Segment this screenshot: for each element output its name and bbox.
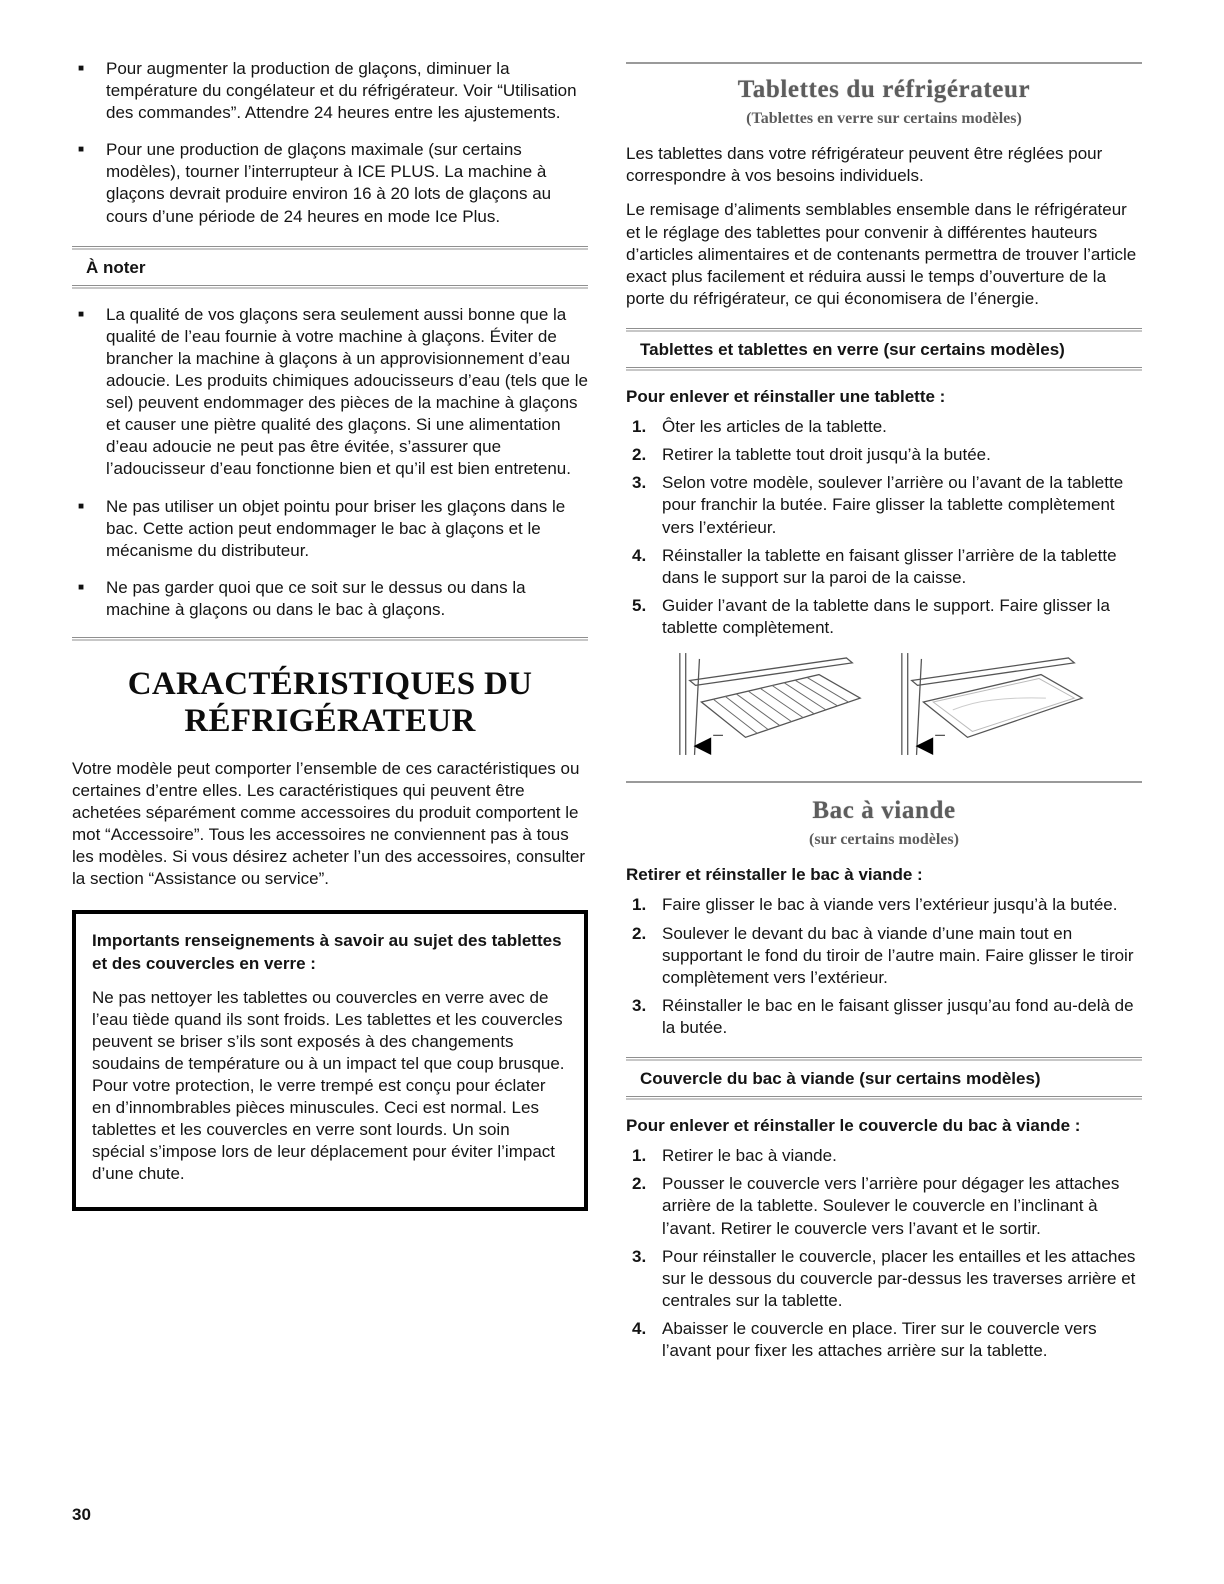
step-number: 1. xyxy=(632,895,647,915)
warning-body: Ne pas nettoyer les tablettes ou couvercles en verre avec de l’eau tiède quand ils sont froids. Les tablettes et les couvercles peuvent se briser s’ils sont exposés à des changements soudains de température ou à un impact tel que coup brusque. Pour votre protection, le verre trempé est conçu pour éclater en d’innombrables pièces minuscules. Ceci est normal. Les tablettes et les couvercles en verre sont lourds. Un soin spécial s’impose lors de leur déplacement pour éviter l’impact d’une chute. xyxy=(92,987,565,1184)
arrow-icon xyxy=(694,737,712,755)
shelf-illustrations xyxy=(672,651,1142,763)
section-band-shelves xyxy=(626,328,1142,372)
bullet-text: Ne pas utiliser un objet pointu pour briser les glaçons dans le bac. Cette action peut endommager le bac à glaçons et le mécanisme du distributeur. xyxy=(106,496,566,560)
bullet-text: Ne pas garder quoi que ce soit sur le dessus ou dans la machine à glaçons ou dans le bac à glaçons. xyxy=(106,577,526,619)
procedure-title: Pour enlever et réinstaller une tablette : xyxy=(626,387,946,407)
step-number: 3. xyxy=(632,995,647,1015)
numbered-step xyxy=(632,1145,1142,1167)
numbered-step xyxy=(632,545,1142,589)
bullet-square-icon: ■ xyxy=(78,63,85,74)
numbered-step xyxy=(632,416,1142,438)
section-title: Couvercle du bac à viande (sur certains modèles) xyxy=(640,1069,1041,1089)
list-item xyxy=(78,58,588,124)
shelves-section-title: Tablettes du réfrigérateur xyxy=(737,76,1031,103)
shelves-section-subtitle: (Tablettes en verre sur certains modèles) xyxy=(746,109,1022,127)
right-column xyxy=(626,58,1142,1368)
meat-pan-section-subtitle: (sur certains modèles) xyxy=(809,830,959,848)
section-rule xyxy=(626,367,1142,372)
step-number: 2. xyxy=(632,445,647,465)
bullet-square-icon: ■ xyxy=(78,500,85,512)
step-text: Ôter les articles de la tablette. xyxy=(662,417,887,437)
numbered-step xyxy=(632,444,1142,466)
step-text: Guider l’avant de la tablette dans le support. Faire glisser la tablette complètement. xyxy=(662,595,1110,637)
bullet-text: Pour augmenter la production de glaçons, diminuer la température du congélateur et du réfrigérateur. Voir “Utilisation des commandes”. Attendre 24 heures entre les ajustements. xyxy=(106,59,577,123)
step-number: 2. xyxy=(632,923,647,943)
step-text: Selon votre modèle, soulever l’arrière ou l’avant de la tablette pour franchir la butée. Faire glisser la tablette complètement vers l’extérieur. xyxy=(662,473,1124,537)
numbered-step xyxy=(632,1173,1142,1239)
step-text: Retirer la tablette tout droit jusqu’à la butée. xyxy=(662,445,991,465)
list-item xyxy=(78,577,588,621)
page-title: CARACTÉRISTIQUES DU RÉFRIGÉRATEUR xyxy=(127,665,533,739)
numbered-step xyxy=(632,995,1142,1039)
step-text: Retirer le bac à viande. xyxy=(662,1146,837,1166)
procedure-title: Pour enlever et réinstaller le couvercle du bac à viande : xyxy=(626,1116,1081,1136)
procedure-title: Retirer et réinstaller le bac à viande : xyxy=(626,865,923,885)
step-text: Pousser le couvercle vers l’arrière pour dégager les attaches arrière de la tablette. Soulever le couvercle en l’inclinant à l’avant. Retirer le couvercle vers l’avant et le sortir. xyxy=(662,1174,1120,1238)
glass-shelf-illustration xyxy=(894,651,1090,763)
step-text: Réinstaller le bac en le faisant glisser jusqu’au fond au-delà de la butée. xyxy=(662,995,1134,1037)
section-rule xyxy=(72,637,588,642)
wire-shelf-illustration xyxy=(672,651,868,763)
step-number: 2. xyxy=(632,1174,647,1194)
numbered-step xyxy=(632,923,1142,989)
step-number: 1. xyxy=(632,1146,647,1166)
shelves-paragraph: Les tablettes dans votre réfrigérateur peuvent être réglées pour correspondre à vos besoins individuels. xyxy=(626,144,1103,186)
bullet-square-icon: ■ xyxy=(78,581,85,593)
step-number: 3. xyxy=(632,473,647,493)
meat-pan-section-title: Bac à viande xyxy=(812,797,956,825)
step-text: Soulever le devant du bac à viande d’une main tout en supportant le fond du tiroir de l’autre main. Faire glisser le tiroir complètement vers l’extérieur. xyxy=(662,923,1134,987)
shelves-paragraph: Le remisage d’aliments semblables ensemble dans le réfrigérateur et le réglage des tablettes pour convenir à différentes hauteurs d’articles alimentaires et de contenants permettra de trouver l’article exact plus facilement et réduira aussi le temps d’ouverture de la porte du réfrigérateur, ce qui économisera de l’énergie. xyxy=(626,200,1137,308)
section-rule xyxy=(626,1096,1142,1101)
section-rule xyxy=(72,285,588,290)
list-item xyxy=(78,496,588,562)
step-number: 4. xyxy=(632,1318,647,1338)
warning-title: Importants renseignements à savoir au sujet des tablettes et des couvercles en verre : xyxy=(92,931,562,973)
bullet-text: La qualité de vos glaçons sera seulement aussi bonne que la qualité de l’eau fournie à votre machine à glaçons. Éviter de brancher la machine à glaçons à un approvisionnement d’eau adoucie. Les produits chimiques adoucisseurs d’eau (tels que le sel) peuvent endommager des pièces de la machine à glaçons et causer une piètre qualité des glaçons. Si une alimentation d’eau adoucie ne peut pas être évitée, s’assurer que l’adoucisseur d’eau fonctionne bien et qu’il est bien entretenu. xyxy=(106,304,588,479)
step-text: Faire glisser le bac à viande vers l’extérieur jusqu’à la butée. xyxy=(662,895,1118,915)
left-column xyxy=(72,58,588,1368)
list-item xyxy=(78,304,588,481)
numbered-step xyxy=(632,1318,1142,1362)
numbered-step xyxy=(632,595,1142,639)
bullet-square-icon: ■ xyxy=(78,308,85,320)
features-intro-paragraph: Votre modèle peut comporter l’ensemble de ces caractéristiques ou certaines d’entre elles. Les caractéristiques qui peuvent être achetées séparément comme accessoires du produit comportent le mot “Accessoire”. Tous les accessoires ne conviennent pas à tous les modèles. Si vous désirez acheter l’un des accessoires, consulter la section “Assistance ou service”. xyxy=(72,758,586,889)
step-text: Réinstaller la tablette en faisant glisser l’arrière de la tablette dans le support sur la paroi de la caisse. xyxy=(662,545,1117,587)
column-top-rule xyxy=(626,62,1142,64)
section-title: À noter xyxy=(86,257,146,277)
glass-shelves-warning-box xyxy=(72,910,588,1211)
section-band-meat-pan-cover xyxy=(626,1057,1142,1101)
list-item xyxy=(78,139,588,227)
step-number: 1. xyxy=(632,417,647,437)
step-text: Pour réinstaller le couvercle, placer les entailles et les attaches sur le dessous du couvercle par-dessus les traverses arrière et centrales sur la tablette. xyxy=(662,1246,1136,1310)
arrow-icon xyxy=(916,737,934,755)
step-number: 5. xyxy=(632,595,647,615)
bullet-text: Pour une production de glaçons maximale (sur certains modèles), tourner l’interrupteur à ICE PLUS. La machine à glaçons devrait produire environ 16 à 20 lots de glaçons au cours d’une période de 24 heures en mode Ice Plus. xyxy=(106,140,552,226)
page-number: 30 xyxy=(72,1504,91,1524)
bullet-square-icon: ■ xyxy=(78,144,85,156)
numbered-step xyxy=(632,472,1142,538)
step-text: Abaisser le couvercle en place. Tirer sur le couvercle vers l’avant pour fixer les attaches arrière sur la tablette. xyxy=(662,1318,1097,1360)
section-title: Tablettes et tablettes en verre (sur certains modèles) xyxy=(640,339,1065,359)
section-band-a-noter xyxy=(72,246,588,290)
step-number: 4. xyxy=(632,545,647,565)
numbered-step xyxy=(632,894,1142,916)
numbered-step xyxy=(632,1246,1142,1312)
two-column-layout xyxy=(72,58,1142,1368)
step-number: 3. xyxy=(632,1246,647,1266)
section-divider-rule xyxy=(626,781,1142,783)
